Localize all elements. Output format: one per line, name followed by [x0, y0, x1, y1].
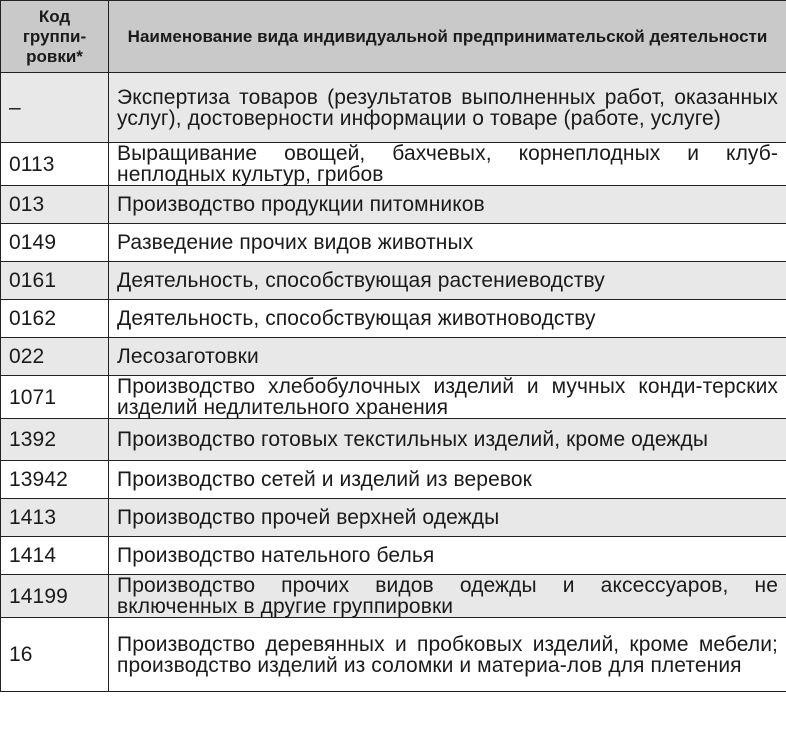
- row-name: Производство прочих видов одежды и аксессуаров, не включенных в другие группировки: [109, 575, 786, 618]
- table-row: [1, 461, 786, 499]
- row-name: Производство прочей верхней одежды: [109, 499, 786, 537]
- row-name: Производство хлебобулочных изделий и мучных конди-терских изделий недлительного хранения: [109, 376, 786, 419]
- row-name: Производство деревянных и пробковых изделий, кроме мебели; производство изделий из соломки и материа-лов для плетения: [109, 618, 786, 692]
- table-row: [1, 338, 786, 376]
- row-name: Производство готовых текстильных изделий, кроме одежды: [109, 419, 786, 461]
- row-code: 16: [1, 618, 109, 692]
- row-code: 13942: [1, 461, 109, 499]
- row-name: Производство продукции питомников: [109, 186, 786, 224]
- table-row: [1, 143, 786, 186]
- row-code: 1071: [1, 376, 109, 419]
- table-row: [1, 618, 786, 692]
- row-code: 0161: [1, 262, 109, 300]
- table-header: [1, 1, 786, 73]
- row-name: Разведение прочих видов животных: [109, 224, 786, 262]
- row-name: Деятельность, способствующая животноводству: [109, 300, 786, 338]
- table-row: [1, 376, 786, 419]
- table-row: [1, 419, 786, 461]
- table-row: [1, 186, 786, 224]
- row-code: –: [1, 73, 109, 143]
- row-code: 0162: [1, 300, 109, 338]
- table-row: [1, 499, 786, 537]
- header-code: Код группи-ровки*: [1, 1, 109, 73]
- row-name: Деятельность, способствующая растениеводству: [109, 262, 786, 300]
- row-code: 0113: [1, 143, 109, 186]
- table-row: [1, 300, 786, 338]
- row-code: 14199: [1, 575, 109, 618]
- row-code: 0149: [1, 224, 109, 262]
- row-name: Экспертиза товаров (результатов выполненных работ, оказанных услуг), достоверности информации о товаре (работе, услуге): [109, 73, 786, 143]
- row-name: Производство нательного белья: [109, 537, 786, 575]
- row-name: Производство сетей и изделий из веревок: [109, 461, 786, 499]
- table-row: [1, 575, 786, 618]
- table-row: [1, 262, 786, 300]
- table-row: [1, 537, 786, 575]
- row-code: 1413: [1, 499, 109, 537]
- row-name: Лесозаготовки: [109, 338, 786, 376]
- header-name: Наименование вида индивидуальной предпринимательской деятельности: [109, 1, 786, 73]
- row-code: 013: [1, 186, 109, 224]
- table-row: [1, 73, 786, 143]
- row-code: 1414: [1, 537, 109, 575]
- row-code: 022: [1, 338, 109, 376]
- row-name: Выращивание овощей, бахчевых, корнеплодных и клуб-неплодных культур, грибов: [109, 143, 786, 186]
- row-code: 1392: [1, 419, 109, 461]
- table-row: [1, 224, 786, 262]
